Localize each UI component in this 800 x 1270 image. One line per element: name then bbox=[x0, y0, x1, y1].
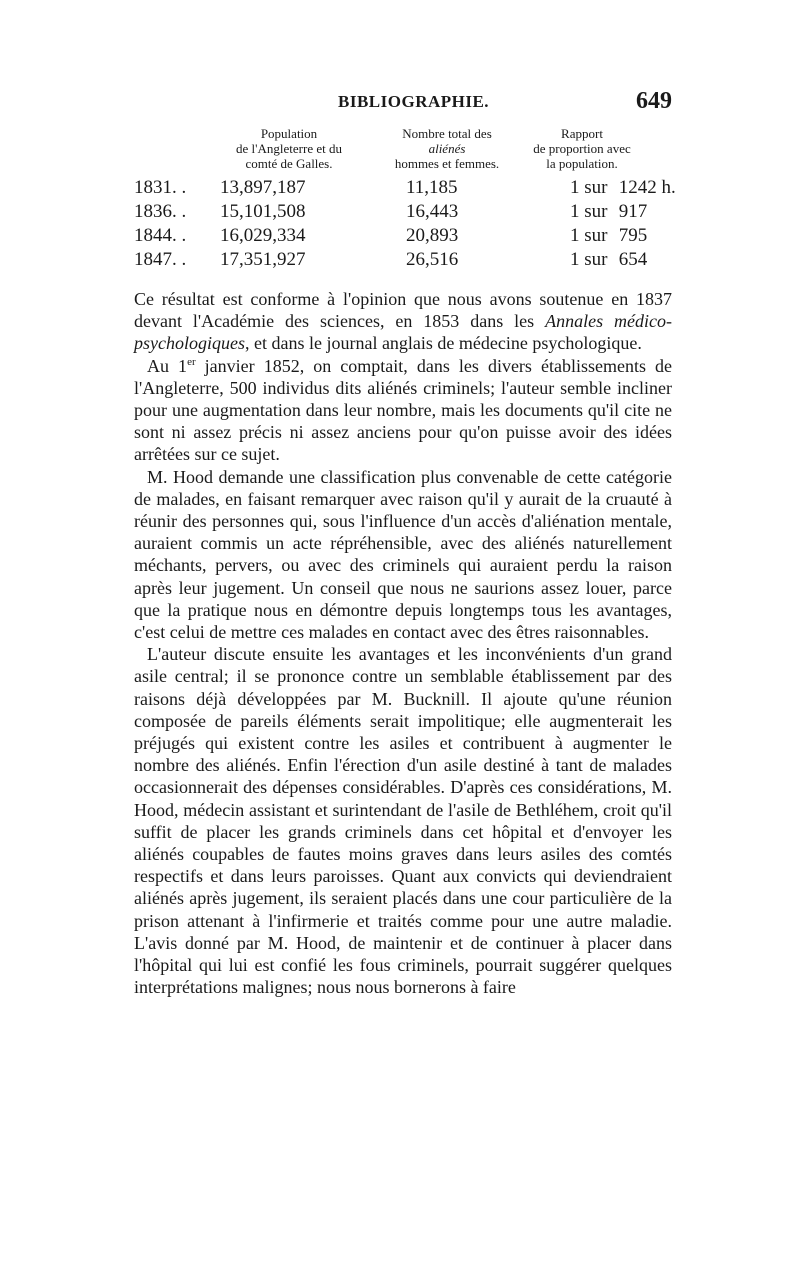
population-cell: 15,101,508 bbox=[220, 201, 306, 222]
total-cell: 20,893 bbox=[406, 225, 459, 246]
ratio-cell: 1 sur 1242 h. bbox=[570, 177, 676, 198]
ratio-cell: 1 sur 917 bbox=[570, 201, 648, 222]
column-header-total: Nombre total des aliénés hommes et femmes. bbox=[394, 126, 500, 171]
column-header-population: Population de l'Angleterre et du comté de Galles. bbox=[236, 126, 342, 171]
population-cell: 13,897,187 bbox=[220, 177, 306, 198]
total-cell: 16,443 bbox=[406, 201, 459, 222]
running-title: BIBLIOGRAPHIE. bbox=[338, 92, 490, 111]
year-cell: 1847. . bbox=[134, 249, 187, 270]
ratio-cell: 1 sur 795 bbox=[570, 225, 648, 246]
year-cell: 1844. . bbox=[134, 225, 187, 246]
statistics-table bbox=[134, 176, 676, 272]
ratio-cell: 1 sur 654 bbox=[570, 249, 648, 270]
paragraph: Ce résultat est conforme à l'opinion que nous avons soutenue en 1837 devant l'Académie des sciences, en 1853 dans les Annales médico-psychologiques, et dans le journal anglais de médecine psychologique. bbox=[134, 289, 673, 354]
page-number: 649 bbox=[636, 88, 672, 114]
population-cell: 16,029,334 bbox=[220, 225, 306, 246]
paragraph: Au 1er janvier 1852, on comptait, dans les divers établissements de l'Angleterre, 500 individus dits aliénés criminels; l'auteur semble incliner pour une augmentation dans leur nombre, mais les documents qu'il cite ne sont ni assez précis ni assez anciens pour qu'on puisse avoir des idées arrêtées sur ce sujet. bbox=[134, 355, 673, 465]
total-cell: 26,516 bbox=[406, 249, 459, 270]
table-row bbox=[134, 176, 676, 200]
table-row bbox=[134, 248, 676, 272]
year-cell: 1836. . bbox=[134, 201, 187, 222]
running-header bbox=[134, 88, 672, 122]
paragraph: L'auteur discute ensuite les avantages et les inconvénients d'un grand asile central; il se prononce contre un semblable établissement par des raisons déjà développées par M. Bucknill. Il ajoute qu'une réunion composée de pareils éléments serait impolitique; elle augmenterait les préjugés qui existent contre les asiles et contribuent à augmenter le nombre des aliénés. Enfin l'érection d'un asile destiné à tant de malades occasionnerait des dépenses considérables. D'après ces considérations, M. Hood, médecin assistant et surintendant de l'asile de Bethléhem, croit qu'il suffit de placer les grands criminels dans cet hôpital et d'envoyer les aliénés coupables de fautes moins graves dans leurs asiles des comtés respectifs et dans leurs paroisses. Quant aux convicts qui deviendraient aliénés après jugement, ils seraient placés dans une cour particulière de la prison attenant à l'infirmerie et traités comme pour une autre maladie. L'avis donné par M. Hood, de maintenir et de continuer à placer dans l'hôpital qui lui est confié les fous criminels, pourrait suggérer quelques interprétations malignes; nous nous bornerons à faire bbox=[134, 644, 672, 998]
paragraph: M. Hood demande une classification plus convenable de cette catégorie de malades, en faisant remarquer avec raison qu'il y aurait de la cruauté à réunir des personnes qui, sous l'influence d'un accès d'aliénation mentale, auraient commis un acte répréhensible, avec des aliénés naturellement méchants, pervers, ou avec des criminels qui auraient perdu la raison après leur jugement. Un conseil que nous ne saurions assez louer, parce que la pratique nous en démontre depuis longtemps tous les avantages, c'est celui de mettre ces malades en contact avec des êtres raisonnables. bbox=[134, 466, 672, 643]
journal-title: Annales médico-psychologiques bbox=[134, 311, 673, 354]
body-text bbox=[134, 288, 672, 999]
column-header-ratio: Rapport de proportion avec la population. bbox=[533, 126, 631, 171]
total-cell: 11,185 bbox=[406, 177, 458, 198]
table-row bbox=[134, 200, 676, 224]
population-cell: 17,351,927 bbox=[220, 249, 306, 270]
year-cell: 1831. . bbox=[134, 177, 187, 198]
table-column-headers bbox=[134, 126, 674, 174]
table-row bbox=[134, 224, 676, 248]
